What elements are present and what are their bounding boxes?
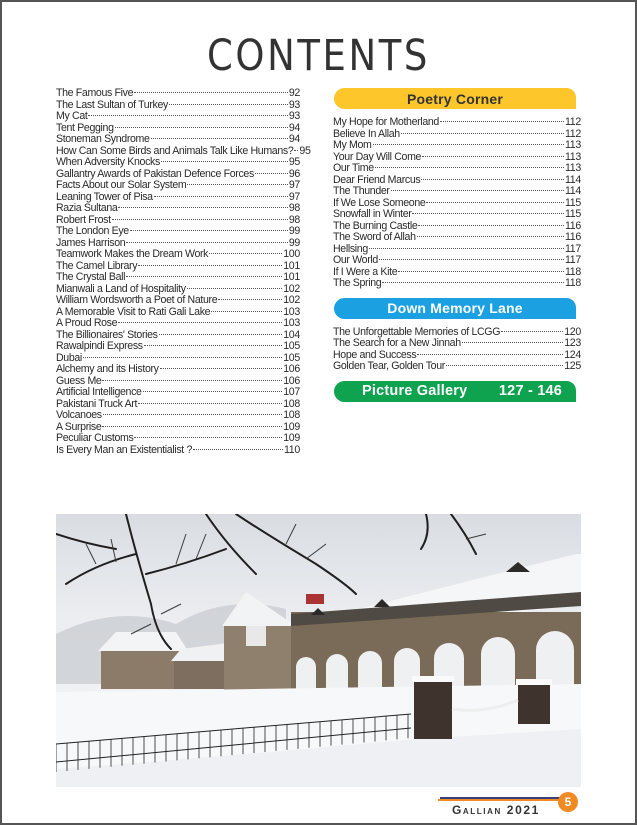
entry-title: Golden Tear, Golden Tour	[333, 360, 445, 372]
entry-title: Dubai	[56, 351, 82, 364]
snow-campus-illustration	[56, 514, 581, 787]
dot-leader	[161, 161, 288, 162]
dot-leader	[446, 365, 563, 366]
dot-leader	[379, 259, 564, 260]
entry-page: 109	[283, 432, 300, 444]
toc-entry	[56, 88, 300, 100]
entry-page: 115	[565, 208, 581, 220]
entry-page: 115	[565, 196, 581, 209]
entry-page: 125	[564, 360, 581, 372]
publication-name: Gallian 2021	[452, 803, 540, 817]
entry-page: 101	[283, 259, 300, 272]
entry-page: 112	[565, 116, 581, 128]
entry-page: 116	[565, 219, 581, 232]
toc-entry	[56, 433, 300, 445]
entry-page: 104	[283, 328, 300, 341]
entry-page: 112	[565, 127, 581, 140]
entry-title: The Thunder	[333, 185, 390, 197]
toc-entry	[333, 232, 581, 244]
entry-title: Alchemy and its History	[56, 363, 159, 375]
dot-leader	[83, 357, 282, 358]
toc-entry	[56, 203, 300, 215]
dot-leader	[118, 207, 287, 208]
dot-leader	[118, 322, 282, 323]
toc-entry	[56, 387, 300, 399]
entry-page: 102	[283, 282, 300, 295]
dot-leader	[138, 265, 282, 266]
entry-title: The Sword of Allah	[333, 231, 416, 243]
dot-leader	[88, 115, 287, 116]
entry-page: 116	[565, 231, 581, 243]
toc-entry	[56, 226, 300, 238]
dot-leader	[375, 167, 564, 168]
toc-entry	[333, 117, 581, 129]
entry-title: Teamwork Makes the Dream Work	[56, 248, 209, 260]
entry-page: 106	[283, 363, 300, 375]
entry-title: Facts About our Solar System	[56, 179, 187, 191]
entry-page: 100	[283, 248, 300, 260]
entry-title: If We Lose Someone	[333, 196, 426, 209]
entry-title: Leaning Tower of Pisa	[56, 190, 153, 203]
entry-page: 96	[288, 167, 300, 180]
toc-entry	[56, 318, 300, 330]
entry-page: 117	[565, 254, 581, 266]
dot-leader	[134, 437, 282, 438]
entry-title: Hope and Success	[333, 348, 417, 361]
dot-leader	[151, 138, 288, 139]
entry-page: 123	[564, 337, 581, 349]
entry-title: The Crystal Ball	[56, 271, 126, 283]
entry-title: The Famous Five	[56, 87, 134, 99]
entry-title: Artificial Intelligence	[56, 386, 142, 398]
entry-title: A Memorable Visit to Rati Gali Lake	[56, 305, 211, 318]
entry-title: Razia Sultana	[56, 202, 118, 214]
dot-leader	[426, 202, 564, 203]
toc-entry	[333, 140, 581, 152]
dot-leader	[462, 342, 563, 343]
entry-title: How Can Some Birds and Animals Talk Like Humans?	[56, 144, 294, 157]
entry-page: 108	[283, 409, 300, 421]
entry-page: 118	[565, 265, 581, 278]
section-header-poetry-corner	[334, 88, 576, 109]
toc-entry	[333, 361, 581, 373]
toc-entry	[56, 180, 300, 192]
entry-title: Snowfall in Winter	[333, 208, 412, 220]
entry-page: 97	[288, 179, 300, 191]
dot-leader	[126, 242, 288, 243]
entry-title: Mianwali a Land of Hospitality	[56, 282, 186, 295]
entry-title: Rawalpindi Express	[56, 340, 143, 352]
dot-leader	[144, 345, 282, 346]
dot-leader	[187, 184, 287, 185]
dot-leader	[421, 179, 564, 180]
toc-entry	[333, 338, 581, 350]
entry-page: 124	[564, 348, 581, 361]
entry-page: 101	[283, 271, 300, 283]
entry-title: My Mom	[333, 139, 372, 151]
toc-main-list	[56, 87, 311, 456]
entry-title: The Last Sultan of Turkey	[56, 98, 168, 111]
entry-title: James Harrison	[56, 236, 126, 249]
dot-leader	[102, 380, 282, 381]
dot-leader	[169, 104, 288, 105]
dot-leader	[418, 225, 564, 226]
dot-leader	[103, 414, 282, 415]
entry-page: 105	[283, 340, 300, 352]
section-title: Poetry Corner	[407, 90, 503, 107]
entry-page: 94	[288, 121, 300, 134]
entry-title: Gallantry Awards of Pakistan Defence Forces	[56, 167, 254, 180]
toc-entry	[56, 100, 300, 112]
toc-entry	[56, 272, 300, 284]
entry-page: 93	[288, 98, 300, 111]
toc-entry	[56, 445, 300, 457]
entry-page: 120	[564, 325, 581, 338]
entry-page: 117	[565, 242, 581, 255]
section-header-down-memory-lane	[334, 298, 576, 319]
entry-title: A Surprise	[56, 420, 102, 433]
dot-leader	[417, 236, 564, 237]
dot-leader	[160, 368, 283, 369]
entry-title: Pakistani Truck Art	[56, 397, 138, 410]
dot-leader	[209, 253, 282, 254]
dot-leader	[398, 271, 564, 272]
entry-title: Our Time	[333, 162, 374, 174]
entry-title: The Billionaires' Stories	[56, 328, 158, 341]
entry-title: Tent Pegging	[56, 121, 114, 134]
toc-entry	[333, 278, 581, 290]
dot-leader	[373, 144, 564, 145]
toc-entry	[333, 255, 581, 267]
toc-entry	[333, 163, 581, 175]
entry-page: 99	[288, 225, 300, 237]
entry-title: The Camel Library	[56, 259, 138, 272]
entry-page: 103	[283, 305, 300, 318]
entry-page: 93	[288, 110, 300, 122]
entry-title: Stoneman Syndrome	[56, 133, 150, 145]
entry-title: The Spring	[333, 277, 382, 289]
dot-leader	[440, 121, 564, 122]
entry-title: Your Day Will Come	[333, 150, 422, 163]
entry-page: 95	[299, 144, 311, 157]
entry-title: My Cat	[56, 110, 88, 122]
entry-page: 106	[283, 374, 300, 387]
entry-title: Dear Friend Marcus	[333, 173, 421, 186]
entry-title: Is Every Man an Existentialist ?	[56, 443, 192, 456]
entry-title: The Search for a New Jinnah	[333, 337, 461, 349]
toc-entry	[56, 111, 300, 123]
entry-page: 92	[288, 87, 300, 99]
dot-leader	[417, 354, 563, 355]
dot-leader	[211, 311, 282, 312]
entry-title: The Unforgettable Memories of LCGG	[333, 325, 501, 338]
entry-title: Volcanoes	[56, 409, 102, 421]
dot-leader	[382, 282, 564, 283]
dot-leader	[112, 219, 288, 220]
gallery-pages: 127 - 146	[498, 383, 562, 399]
dot-leader	[159, 334, 283, 335]
entry-title: The Burning Castle	[333, 219, 418, 232]
entry-page: 97	[288, 190, 300, 203]
dot-leader	[501, 331, 563, 332]
page-title: CONTENTS	[207, 31, 430, 81]
dot-leader	[134, 92, 288, 93]
section-title: Down Memory Lane	[387, 300, 523, 316]
entry-page: 109	[283, 420, 300, 433]
entry-title: Robert Frost	[56, 213, 111, 226]
page-number-badge: 5	[558, 792, 578, 812]
dot-leader	[369, 248, 564, 249]
dot-leader	[102, 426, 282, 427]
entry-page: 95	[288, 156, 300, 168]
dot-leader	[187, 288, 283, 289]
entry-page: 113	[565, 139, 581, 151]
dot-leader	[255, 173, 288, 174]
poetry-list	[333, 117, 581, 290]
footer-publication	[452, 803, 540, 817]
dot-leader	[294, 150, 298, 151]
entry-page: 118	[565, 277, 581, 289]
dot-leader	[126, 276, 282, 277]
section-header-picture-gallery	[334, 381, 576, 402]
dot-leader	[422, 156, 564, 157]
dot-leader	[193, 449, 283, 450]
entry-title: Believe In Allah	[333, 127, 400, 140]
entry-title: If I Were a Kite	[333, 265, 398, 278]
toc-sections	[333, 88, 581, 410]
entry-page: 94	[288, 133, 300, 145]
section-title: Picture Gallery	[362, 383, 468, 399]
entry-page: 113	[565, 162, 581, 174]
entry-page: 99	[288, 236, 300, 249]
entry-page: 103	[283, 317, 300, 329]
toc-entry	[56, 157, 300, 169]
dot-leader	[412, 213, 564, 214]
dot-leader	[130, 230, 288, 231]
toc-entry	[56, 134, 300, 146]
toc-entry	[333, 209, 581, 221]
entry-page: 110	[284, 443, 300, 456]
entry-title: The London Eye	[56, 225, 129, 237]
toc-entry	[333, 186, 581, 198]
entry-title: William Wordsworth a Poet of Nature	[56, 294, 218, 306]
entry-page: 114	[565, 185, 581, 197]
dot-leader	[115, 127, 288, 128]
snow-campus-photo	[56, 514, 581, 787]
dot-leader	[391, 190, 564, 191]
toc-entry	[56, 295, 300, 307]
entry-page: 98	[288, 213, 300, 226]
dot-leader	[401, 133, 564, 134]
toc-entry	[56, 410, 300, 422]
dot-leader	[143, 391, 283, 392]
entry-page: 98	[288, 202, 300, 214]
entry-title: Hellsing	[333, 242, 368, 255]
toc-entry	[56, 364, 300, 376]
entry-title: Guess Me	[56, 374, 102, 387]
dot-leader	[218, 299, 282, 300]
entry-page: 105	[283, 351, 300, 364]
memory-list	[333, 327, 581, 373]
dot-leader	[138, 403, 282, 404]
entry-title: My Hope for Motherland	[333, 116, 439, 128]
toc-entry	[56, 341, 300, 353]
entry-page: 113	[565, 150, 581, 163]
entry-page: 107	[283, 386, 300, 398]
entry-title: Our World	[333, 254, 378, 266]
entry-title: Peculiar Customs	[56, 432, 134, 444]
entry-page: 114	[565, 173, 581, 186]
footer-rule-orange	[438, 799, 566, 801]
entry-title: When Adversity Knocks	[56, 156, 160, 168]
entry-page: 102	[283, 294, 300, 306]
dot-leader	[154, 196, 288, 197]
entry-page: 108	[283, 397, 300, 410]
entry-title: A Proud Rose	[56, 317, 118, 329]
toc-entry	[56, 249, 300, 261]
